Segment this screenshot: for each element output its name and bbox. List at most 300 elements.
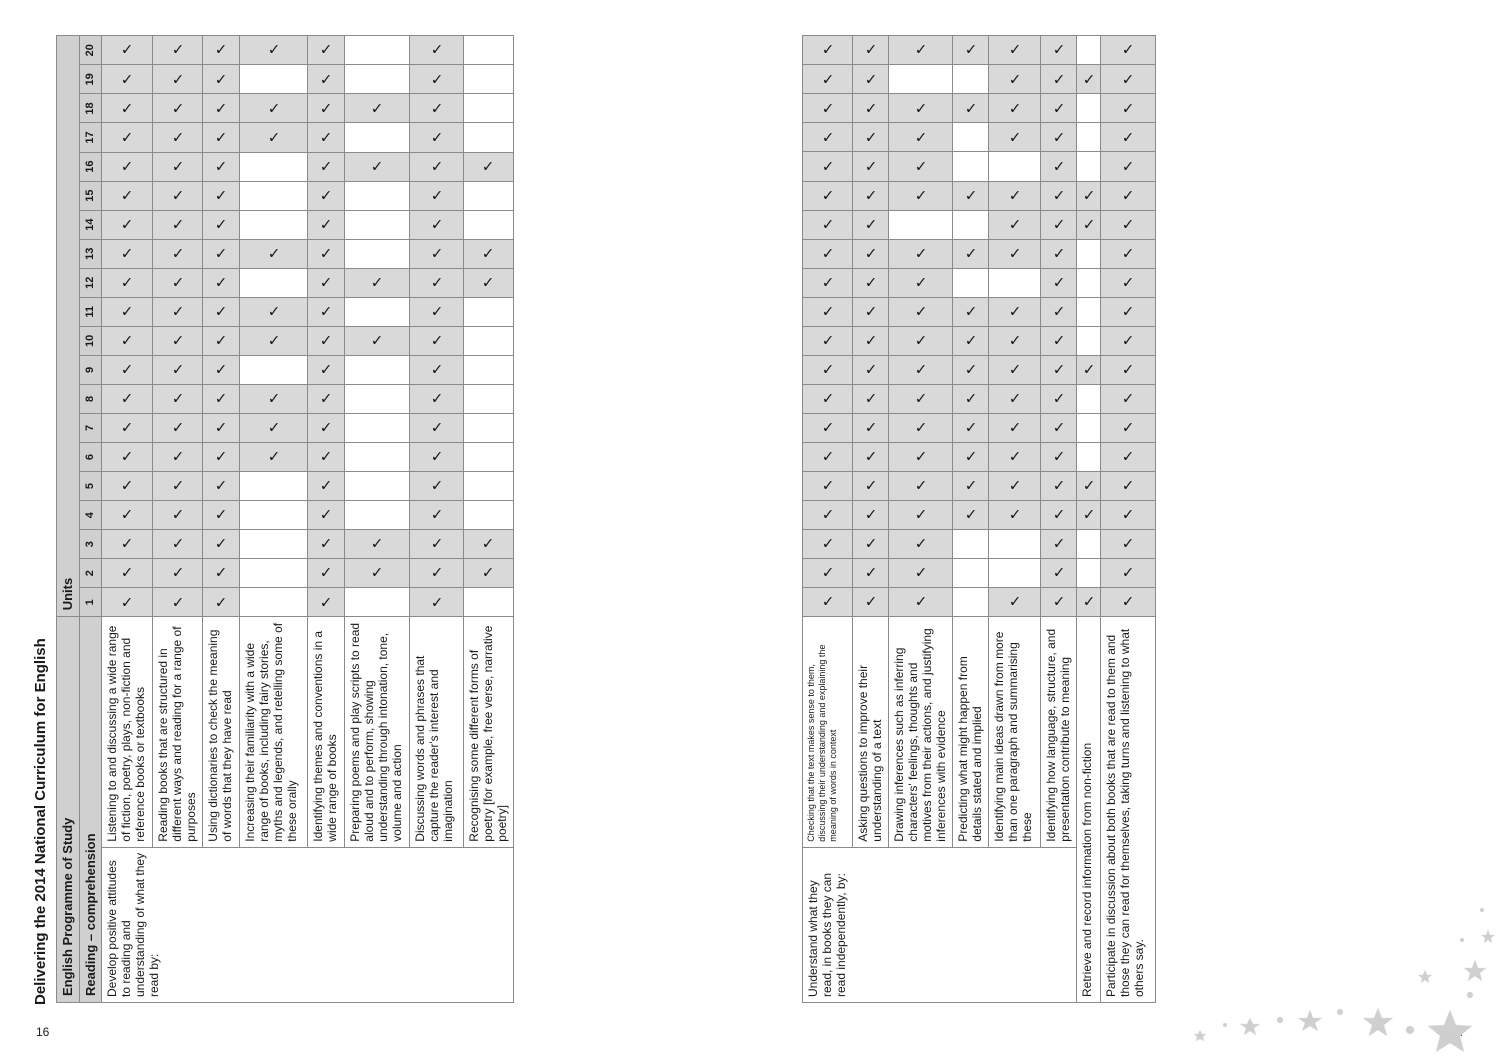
unit-cell <box>1041 36 1077 65</box>
tick-icon: ✓ <box>319 536 333 554</box>
unit-cell <box>1041 297 1077 326</box>
tick-icon: ✓ <box>1082 187 1095 205</box>
unit-cell <box>410 413 463 442</box>
tick-icon: ✓ <box>1052 158 1065 176</box>
tick-icon: ✓ <box>1008 594 1021 612</box>
unit-cell <box>102 501 153 530</box>
unit-cell <box>410 443 463 472</box>
tick-icon: ✓ <box>120 100 134 118</box>
unit-cell <box>853 355 889 384</box>
unit-cell <box>153 326 203 355</box>
tick-icon: ✓ <box>1052 100 1065 118</box>
tick-icon: ✓ <box>821 100 834 118</box>
tick-icon: ✓ <box>914 419 927 437</box>
unit-cell <box>203 384 240 413</box>
tick-icon: ✓ <box>864 478 877 496</box>
unit-cell <box>803 588 853 617</box>
dot-icon <box>1467 992 1473 998</box>
unit-cell <box>853 326 889 355</box>
unit-cell <box>240 530 308 559</box>
tick-icon: ✓ <box>1082 71 1095 89</box>
tick-icon: ✓ <box>215 594 228 612</box>
unit-cell <box>203 501 240 530</box>
tick-icon: ✓ <box>319 478 333 496</box>
unit-cell <box>889 501 953 530</box>
unit-cell <box>1101 239 1156 268</box>
tick-icon: ✓ <box>171 274 185 292</box>
unit-number: 19 <box>79 65 102 94</box>
tick-icon: ✓ <box>319 361 333 379</box>
tick-icon: ✓ <box>430 507 443 525</box>
unit-number: 15 <box>79 181 102 210</box>
unit-cell <box>1101 65 1156 94</box>
tick-icon: ✓ <box>1008 332 1021 350</box>
tick-icon: ✓ <box>914 478 927 496</box>
unit-cell <box>463 530 513 559</box>
tick-icon: ✓ <box>171 419 185 437</box>
header-row <box>57 36 80 1003</box>
unit-cell <box>953 297 989 326</box>
tick-icon: ✓ <box>1121 71 1135 89</box>
unit-cell <box>1041 326 1077 355</box>
tick-icon: ✓ <box>171 390 185 408</box>
unit-cell <box>240 501 308 530</box>
unit-cell <box>1101 588 1156 617</box>
dot-icon <box>1223 1023 1227 1027</box>
tick-icon: ✓ <box>171 71 185 89</box>
tick-icon: ✓ <box>964 100 977 118</box>
tick-icon: ✓ <box>267 449 280 467</box>
unit-cell <box>240 65 308 94</box>
unit-cell <box>203 268 240 297</box>
unit-cell <box>240 239 308 268</box>
unit-cell <box>889 413 953 442</box>
unit-cell <box>1041 181 1077 210</box>
decorative-stars-graphic <box>1170 900 1500 1061</box>
tick-icon: ✓ <box>914 536 927 554</box>
unit-cell <box>1101 268 1156 297</box>
star-icon <box>1428 1010 1472 1052</box>
unit-cell <box>889 152 953 181</box>
tick-icon: ✓ <box>319 303 333 321</box>
unit-cell <box>307 123 344 152</box>
unit-cell <box>410 210 463 239</box>
tick-icon: ✓ <box>215 245 228 263</box>
objective-text: Identifying how language, structure, and presentation contribute to meaning <box>1041 617 1077 847</box>
tick-icon: ✓ <box>215 507 228 525</box>
right-curriculum-table <box>802 35 1156 1003</box>
unit-cell <box>1077 94 1101 123</box>
tick-icon: ✓ <box>319 507 333 525</box>
unit-cell <box>989 384 1041 413</box>
objective-text: Reading books that are structured in different ways and reading for a range of purposes <box>153 617 203 847</box>
unit-cell <box>153 268 203 297</box>
unit-cell <box>463 65 513 94</box>
objective-text: Discussing words and phrases that capture the reader's interest and imagination <box>410 617 463 847</box>
star-icon <box>1418 970 1432 983</box>
unit-cell <box>803 442 853 471</box>
unit-cell <box>953 530 989 559</box>
unit-cell <box>463 239 513 268</box>
unit-cell <box>307 326 344 355</box>
tick-icon: ✓ <box>120 390 134 408</box>
tick-icon: ✓ <box>120 507 134 525</box>
unit-cell <box>344 326 410 355</box>
unit-cell <box>410 530 463 559</box>
page-title: Delivering the 2014 National Curriculum for English <box>32 638 49 1005</box>
tick-icon: ✓ <box>267 42 280 60</box>
unit-cell <box>989 326 1041 355</box>
tick-icon: ✓ <box>864 245 877 263</box>
unit-cell <box>889 384 953 413</box>
unit-cell <box>1077 355 1101 384</box>
unit-cell <box>853 152 889 181</box>
unit-cell <box>853 588 889 617</box>
unit-cell <box>240 384 308 413</box>
tick-icon: ✓ <box>1121 274 1135 292</box>
tick-icon: ✓ <box>215 100 228 118</box>
tick-icon: ✓ <box>370 158 384 176</box>
tick-icon: ✓ <box>430 303 443 321</box>
unit-cell <box>410 326 463 355</box>
dot-icon <box>1277 1017 1283 1023</box>
tick-icon: ✓ <box>430 536 443 554</box>
star-icon <box>1481 930 1495 943</box>
unit-cell <box>1041 94 1077 123</box>
unit-cell <box>953 94 989 123</box>
unit-cell <box>102 413 153 442</box>
unit-cell <box>989 94 1041 123</box>
tick-icon: ✓ <box>430 478 443 496</box>
tick-icon: ✓ <box>370 332 384 350</box>
unit-cell <box>853 471 889 500</box>
unit-cell <box>1077 442 1101 471</box>
tick-icon: ✓ <box>370 536 384 554</box>
unit-cell <box>102 152 153 181</box>
unit-cell <box>344 268 410 297</box>
tick-icon: ✓ <box>215 158 228 176</box>
tick-icon: ✓ <box>964 507 977 525</box>
unit-cell <box>203 181 240 210</box>
tick-icon: ✓ <box>267 100 280 118</box>
unit-cell <box>153 443 203 472</box>
unit-cell <box>203 413 240 442</box>
unit-cell <box>1101 152 1156 181</box>
tick-icon: ✓ <box>821 390 834 408</box>
tick-icon: ✓ <box>430 245 443 263</box>
tick-icon: ✓ <box>215 332 228 350</box>
tick-icon: ✓ <box>120 71 134 89</box>
tick-icon: ✓ <box>120 274 134 292</box>
unit-cell <box>889 210 953 239</box>
tick-icon: ✓ <box>1121 158 1135 176</box>
unit-cell <box>203 472 240 501</box>
tick-icon: ✓ <box>120 361 134 379</box>
tick-icon: ✓ <box>914 187 927 205</box>
unit-cell <box>344 559 410 588</box>
unit-cell <box>1041 530 1077 559</box>
tick-icon: ✓ <box>914 361 927 379</box>
tick-icon: ✓ <box>1008 245 1021 263</box>
tick-icon: ✓ <box>171 449 185 467</box>
tick-icon: ✓ <box>1008 187 1021 205</box>
tick-icon: ✓ <box>964 332 977 350</box>
unit-cell <box>889 326 953 355</box>
unit-cell <box>203 326 240 355</box>
tick-icon: ✓ <box>1052 594 1065 612</box>
unit-cell <box>1041 559 1077 588</box>
unit-cell <box>240 152 308 181</box>
tick-icon: ✓ <box>171 100 185 118</box>
tick-icon: ✓ <box>215 565 228 583</box>
tick-icon: ✓ <box>120 187 134 205</box>
unit-cell <box>1041 65 1077 94</box>
tick-icon: ✓ <box>864 448 877 466</box>
tick-icon: ✓ <box>964 42 977 60</box>
unit-cell <box>853 530 889 559</box>
tick-icon: ✓ <box>171 303 185 321</box>
unit-cell <box>853 384 889 413</box>
unit-cell <box>344 181 410 210</box>
objective-text: Checking that the text makes sense to them, discussing their understanding and explaining the meaning of words in context <box>803 617 853 847</box>
unit-cell <box>1041 268 1077 297</box>
unit-cell <box>853 501 889 530</box>
unit-cell <box>1077 530 1101 559</box>
unit-cell <box>410 123 463 152</box>
tick-icon: ✓ <box>914 100 927 118</box>
unit-cell <box>240 413 308 442</box>
tick-icon: ✓ <box>120 478 134 496</box>
unit-cell <box>1077 413 1101 442</box>
tick-icon: ✓ <box>120 245 134 263</box>
tick-icon: ✓ <box>1082 478 1095 496</box>
programme-header: English Programme of Study <box>57 617 80 1003</box>
objective-text: Identifying main ideas drawn from more than one paragraph and summarising these <box>989 617 1041 847</box>
unit-cell <box>989 297 1041 326</box>
tick-icon: ✓ <box>1121 303 1135 321</box>
tick-icon: ✓ <box>1008 361 1021 379</box>
unit-cell <box>153 559 203 588</box>
tick-icon: ✓ <box>914 448 927 466</box>
tick-icon: ✓ <box>215 361 228 379</box>
unit-cell <box>307 559 344 588</box>
unit-cell <box>1101 530 1156 559</box>
tick-icon: ✓ <box>1121 390 1135 408</box>
unit-cell <box>344 152 410 181</box>
tick-icon: ✓ <box>171 245 185 263</box>
unit-cell <box>153 588 203 617</box>
unit-cell <box>102 472 153 501</box>
unit-cell <box>889 268 953 297</box>
unit-cell <box>989 559 1041 588</box>
unit-cell <box>853 239 889 268</box>
section-row <box>79 36 102 1003</box>
unit-cell <box>240 297 308 326</box>
unit-cell <box>463 152 513 181</box>
unit-cell <box>203 123 240 152</box>
tick-icon: ✓ <box>430 274 443 292</box>
tick-icon: ✓ <box>864 594 877 612</box>
unit-cell <box>344 94 410 123</box>
unit-cell <box>953 471 989 500</box>
unit-cell <box>803 65 853 94</box>
tick-icon: ✓ <box>120 303 134 321</box>
tick-icon: ✓ <box>215 274 228 292</box>
unit-number: 18 <box>79 94 102 123</box>
unit-cell <box>989 530 1041 559</box>
unit-cell <box>1041 384 1077 413</box>
unit-cell <box>1077 384 1101 413</box>
unit-cell <box>1101 413 1156 442</box>
tick-icon: ✓ <box>319 100 333 118</box>
tick-icon: ✓ <box>1121 507 1135 525</box>
unit-cell <box>1077 239 1101 268</box>
unit-cell <box>410 65 463 94</box>
tick-icon: ✓ <box>1052 361 1065 379</box>
tick-icon: ✓ <box>482 274 495 292</box>
unit-cell <box>1077 559 1101 588</box>
tick-icon: ✓ <box>821 158 834 176</box>
unit-cell <box>153 501 203 530</box>
unit-cell <box>307 413 344 442</box>
tick-icon: ✓ <box>370 565 384 583</box>
tick-icon: ✓ <box>430 129 443 147</box>
tick-icon: ✓ <box>120 536 134 554</box>
tick-icon: ✓ <box>821 419 834 437</box>
unit-cell <box>102 65 153 94</box>
unit-cell <box>1077 268 1101 297</box>
tick-icon: ✓ <box>1052 419 1065 437</box>
unit-cell <box>889 559 953 588</box>
unit-cell <box>102 326 153 355</box>
unit-cell <box>410 297 463 326</box>
unit-cell <box>153 36 203 65</box>
tick-icon: ✓ <box>120 129 134 147</box>
unit-cell <box>1077 181 1101 210</box>
tick-icon: ✓ <box>1008 216 1021 234</box>
tick-icon: ✓ <box>1052 332 1065 350</box>
unit-cell <box>1041 442 1077 471</box>
unit-cell <box>1077 471 1101 500</box>
tick-icon: ✓ <box>319 449 333 467</box>
unit-cell <box>1101 355 1156 384</box>
unit-cell <box>853 297 889 326</box>
unit-cell <box>803 123 853 152</box>
tick-icon: ✓ <box>1052 565 1065 583</box>
tick-icon: ✓ <box>267 129 280 147</box>
unit-cell <box>463 559 513 588</box>
unit-cell <box>1077 65 1101 94</box>
tick-icon: ✓ <box>1082 594 1095 612</box>
unit-cell <box>803 530 853 559</box>
tick-icon: ✓ <box>1052 390 1065 408</box>
unit-number: 17 <box>79 123 102 152</box>
unit-cell <box>307 65 344 94</box>
tick-icon: ✓ <box>215 42 228 60</box>
tick-icon: ✓ <box>914 245 927 263</box>
unit-cell <box>307 268 344 297</box>
unit-cell <box>102 297 153 326</box>
unit-cell <box>1101 123 1156 152</box>
tick-icon: ✓ <box>914 274 927 292</box>
table-row <box>1101 36 1156 1003</box>
tick-icon: ✓ <box>1008 478 1021 496</box>
tick-icon: ✓ <box>964 303 977 321</box>
tick-icon: ✓ <box>964 478 977 496</box>
unit-cell <box>953 559 989 588</box>
tick-icon: ✓ <box>821 42 834 60</box>
tick-icon: ✓ <box>864 507 877 525</box>
unit-cell <box>803 355 853 384</box>
tick-icon: ✓ <box>319 332 333 350</box>
unit-cell <box>953 326 989 355</box>
tick-icon: ✓ <box>964 245 977 263</box>
tick-icon: ✓ <box>1121 448 1135 466</box>
unit-cell <box>410 588 463 617</box>
tick-icon: ✓ <box>482 158 495 176</box>
unit-cell <box>1041 501 1077 530</box>
unit-cell <box>1101 210 1156 239</box>
tick-icon: ✓ <box>864 361 877 379</box>
unit-cell <box>953 65 989 94</box>
unit-cell <box>989 36 1041 65</box>
tick-icon: ✓ <box>1121 42 1135 60</box>
star-icon <box>1464 960 1486 981</box>
tick-icon: ✓ <box>1121 100 1135 118</box>
unit-cell <box>344 588 410 617</box>
tick-icon: ✓ <box>821 565 834 583</box>
unit-cell <box>463 94 513 123</box>
unit-cell <box>953 181 989 210</box>
unit-cell <box>1077 36 1101 65</box>
unit-cell <box>953 501 989 530</box>
unit-cell <box>1041 471 1077 500</box>
unit-cell <box>240 268 308 297</box>
unit-cell <box>463 210 513 239</box>
unit-cell <box>1077 210 1101 239</box>
unit-cell <box>410 239 463 268</box>
tick-icon: ✓ <box>171 361 185 379</box>
tick-icon: ✓ <box>215 419 228 437</box>
tick-icon: ✓ <box>430 332 443 350</box>
unit-cell <box>853 181 889 210</box>
tick-icon: ✓ <box>120 42 134 60</box>
tick-icon: ✓ <box>120 594 134 612</box>
unit-cell <box>410 501 463 530</box>
unit-cell <box>240 123 308 152</box>
unit-cell <box>463 472 513 501</box>
tick-icon: ✓ <box>1052 303 1065 321</box>
unit-cell <box>153 384 203 413</box>
unit-cell <box>344 239 410 268</box>
unit-cell <box>1041 355 1077 384</box>
tick-icon: ✓ <box>864 274 877 292</box>
unit-cell <box>989 588 1041 617</box>
unit-number: 8 <box>79 384 102 413</box>
unit-number: 12 <box>79 268 102 297</box>
unit-cell <box>803 94 853 123</box>
unit-cell <box>1041 413 1077 442</box>
unit-cell <box>307 443 344 472</box>
tick-icon: ✓ <box>1121 216 1135 234</box>
unit-cell <box>307 210 344 239</box>
unit-cell <box>344 210 410 239</box>
unit-cell <box>889 123 953 152</box>
tick-icon: ✓ <box>215 303 228 321</box>
tick-icon: ✓ <box>1121 332 1135 350</box>
unit-cell <box>240 94 308 123</box>
star-icon <box>1240 1018 1260 1035</box>
